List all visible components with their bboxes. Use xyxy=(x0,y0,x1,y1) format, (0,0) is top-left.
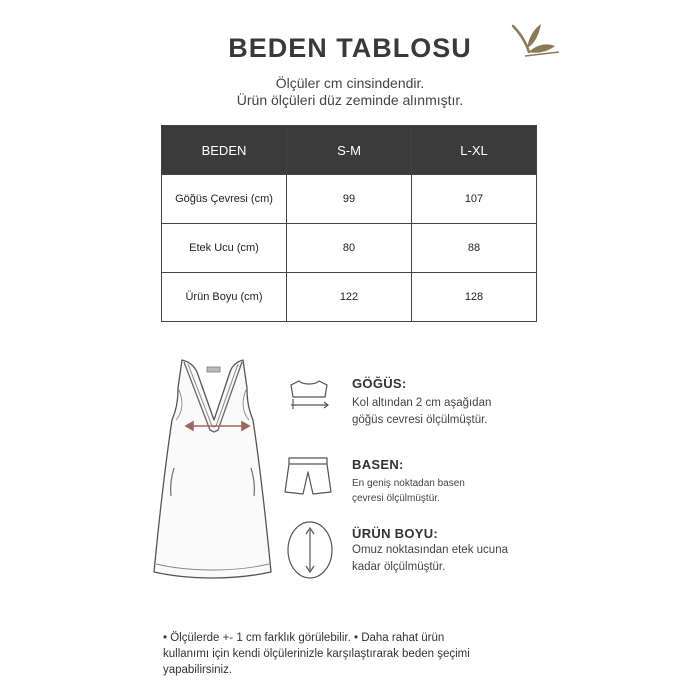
subtitle-method: Ürün ölçüleri düz zeminde alınmıştır. xyxy=(236,92,464,108)
cell-value: 107 xyxy=(412,175,537,224)
footnote-line1: • Ölçülerde +- 1 cm farklık görülebilir. • Daha rahat ürün xyxy=(163,632,445,644)
cell-value: 80 xyxy=(287,224,412,273)
hip-title: BASEN: xyxy=(352,457,404,472)
table-header-row xyxy=(162,126,537,175)
row-label: Etek Ucu (cm) xyxy=(162,224,287,273)
size-table xyxy=(161,125,537,322)
header-l-xl: L-XL xyxy=(412,126,537,175)
footnote xyxy=(163,630,533,678)
row-label: Ürün Boyu (cm) xyxy=(162,273,287,322)
table-row xyxy=(162,224,537,273)
hip-description xyxy=(352,476,465,506)
table-row xyxy=(162,273,537,322)
cell-value: 122 xyxy=(287,273,412,322)
shorts-icon xyxy=(283,452,333,500)
length-title: ÜRÜN BOYU: xyxy=(352,526,439,541)
table-row xyxy=(162,175,537,224)
length-desc-line2: kadar ölçülmüştür. xyxy=(352,561,446,573)
page-title: BEDEN TABLOSU xyxy=(228,33,472,63)
cell-value: 99 xyxy=(287,175,412,224)
chest-title: GÖĞÜS: xyxy=(352,376,407,391)
length-description xyxy=(352,542,508,576)
footnote-line2: kullanımı için kendi ölçülerinizle karşılaştırarak beden şeçimi xyxy=(163,648,470,660)
chest-description xyxy=(352,395,491,429)
footnote-line3: yapabilirsiniz. xyxy=(163,664,233,676)
row-label: Göğüs Çevresi (cm) xyxy=(162,175,287,224)
chest-desc-line2: göğüs cevresi ölçülmüştür. xyxy=(352,414,488,426)
chest-measure-icon xyxy=(287,375,331,413)
chest-desc-line1: Kol altından 2 cm aşağıdan xyxy=(352,397,492,409)
cell-value: 128 xyxy=(412,273,537,322)
dress-illustration xyxy=(150,350,275,582)
header-size: BEDEN xyxy=(162,126,287,175)
header-s-m: S-M xyxy=(287,126,412,175)
subtitle-units: Ölçüler cm cinsindendir. xyxy=(275,75,425,91)
hip-desc-line2: çevresi ölçülmüştür. xyxy=(352,493,440,504)
length-desc-line1: Omuz noktasından etek ucuna xyxy=(352,544,508,556)
cell-value: 88 xyxy=(412,224,537,273)
hip-desc-line1: En geniş noktadan basen xyxy=(352,478,465,489)
leaf-logo-icon xyxy=(505,22,563,64)
length-measure-icon xyxy=(286,520,336,580)
